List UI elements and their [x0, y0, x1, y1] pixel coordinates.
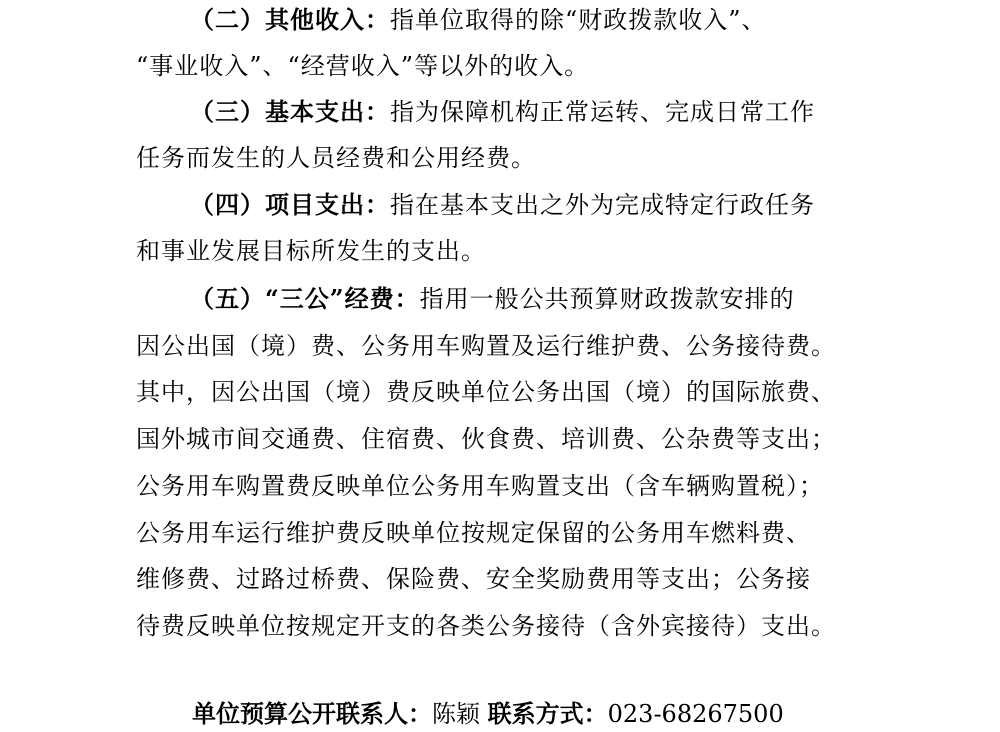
paragraph-line: 公务用车运行维护费反映单位按规定保留的公务用车燃料费、 — [136, 519, 811, 547]
paragraph-line: 任务而发生的人员经费和公用经费。 — [136, 144, 536, 172]
paragraph-line — [190, 96, 815, 128]
paragraph-line: 其中，因公出国（境）费反映单位公务出国（境）的国际旅费、 — [136, 378, 836, 406]
contact-person-name: 陈颖 — [432, 700, 480, 728]
paragraph-line: 国外城市间交通费、住宿费、伙食费、培训费、公杂费等支出； — [136, 425, 836, 453]
paragraph-line: 公务用车购置费反映单位公务用车购置支出（含车辆购置税）； — [136, 472, 824, 500]
line-text: 指单位取得的除“财政拨款收入”、 — [390, 6, 767, 34]
term-heading: （五）“三公”经费： — [190, 284, 420, 313]
contact-method-label: 联系方式： — [487, 699, 608, 728]
line-text: 指在基本支出之外为完成特定行政任务 — [390, 191, 815, 219]
contact-phone: 023-68267500 — [607, 700, 784, 728]
paragraph-line — [190, 189, 815, 221]
contact-person-label: 单位预算公开联系人： — [192, 699, 432, 728]
line-text: 指用一般公共预算财政拨款安排的 — [419, 285, 795, 313]
term-heading: （四）项目支出： — [190, 190, 390, 219]
paragraph-line: 待费反映单位按规定开支的各类公务接待（含外宾接待）支出。 — [136, 612, 836, 640]
paragraph-line — [190, 4, 767, 36]
paragraph-line: 维修费、过路过桥费、保险费、安全奖励费用等支出；公务接 — [136, 565, 811, 593]
paragraph-line: 和事业发展目标所发生的支出。 — [136, 237, 486, 265]
contact-line — [192, 698, 784, 730]
term-heading: （三）基本支出： — [190, 97, 390, 126]
paragraph-line: “事业收入”、“经营收入”等以外的收入。 — [136, 52, 590, 80]
term-heading: （二）其他收入： — [190, 5, 390, 34]
line-text: 指为保障机构正常运转、完成日常工作 — [390, 98, 815, 126]
paragraph-line: 因公出国（境）费、公务用车购置及运行维护费、公务接待费。 — [136, 332, 836, 360]
paragraph-line — [190, 283, 795, 315]
